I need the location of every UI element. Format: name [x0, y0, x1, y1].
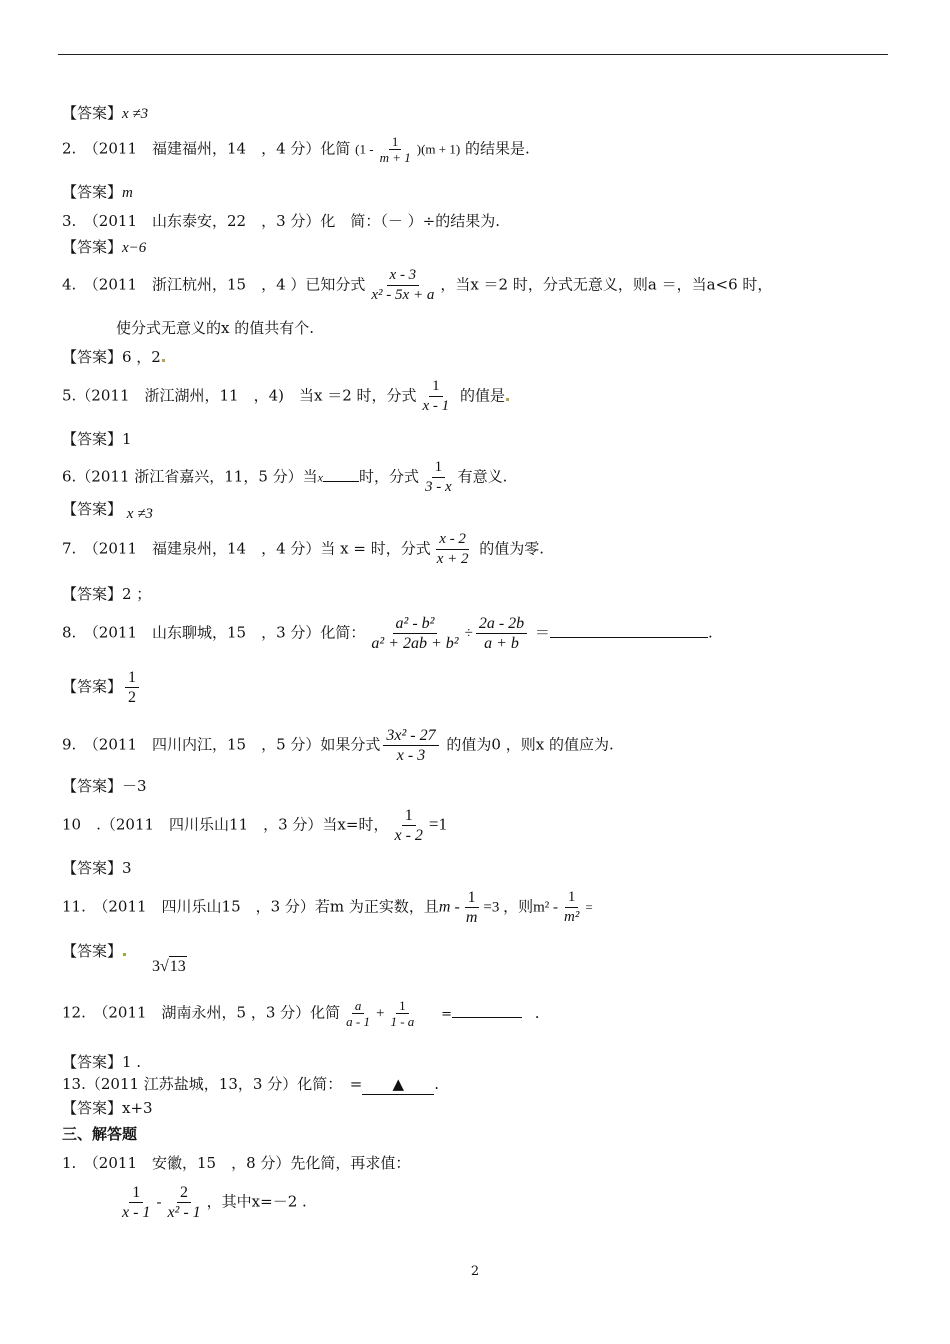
question-text: 有意义.: [457, 467, 508, 486]
answer-text: 【答案】2 ；: [62, 585, 152, 603]
answer-math: x ≠3: [122, 106, 149, 122]
math-text: =: [585, 899, 593, 915]
numerator: x - 3: [387, 266, 420, 286]
question-text: 5.（2011 浙江湖州，11 ，4) 当x ＝2 时，分式: [62, 386, 417, 405]
answer-text: 【答案】x+3: [62, 1099, 153, 1117]
triangle-icon: ▲: [392, 1075, 405, 1093]
plus-sign: +: [376, 1005, 385, 1022]
fraction: [391, 806, 425, 845]
mark-dot: [506, 398, 509, 401]
denominator: x - 1: [422, 398, 450, 414]
denominator: x² - 1: [167, 1204, 201, 1221]
question-text: ＝: [534, 623, 550, 642]
question-text: 12. （2011 湖南永州，5 ，3 分）化简: [62, 1003, 341, 1022]
fraction: [434, 530, 472, 569]
fraction: [561, 888, 582, 927]
answer-label: 【答案】: [62, 238, 123, 256]
denominator: a² + 2ab + b²: [371, 635, 459, 652]
numerator: 1: [465, 888, 479, 908]
fraction: [368, 266, 437, 305]
answer-11-value: [152, 956, 187, 977]
numerator: 1: [389, 134, 402, 150]
answer-text: 【答案】1: [62, 430, 132, 448]
fraction: [463, 888, 481, 927]
question-5: [62, 377, 509, 416]
fraction: [377, 134, 414, 165]
question-text: .: [707, 623, 713, 642]
question-4: [62, 266, 772, 305]
fraction: [368, 614, 461, 653]
question-text: 9. （2011 四川内江，15 ，5 分）如果分式: [62, 735, 381, 754]
answer-text: 【答案】1 .: [62, 1053, 142, 1071]
answer-blank: [550, 623, 708, 638]
denominator: m: [465, 909, 478, 926]
denominator: x - 2: [394, 827, 423, 844]
answer-text: 【答案】6 ，2: [62, 348, 161, 366]
question-text: 2. （2011 福建福州，14 ，4 分）化简: [62, 139, 351, 158]
answer-blank: [452, 1003, 522, 1018]
answer-10: [62, 858, 132, 878]
solve-question-1: [62, 1153, 410, 1173]
math-text: m -: [438, 898, 460, 916]
answer-blank: [323, 467, 359, 482]
question-text: .: [434, 1075, 440, 1093]
denominator: x² - 5x + a: [371, 287, 435, 303]
answer-blank: [362, 1074, 434, 1095]
answer-12: [62, 1052, 141, 1072]
question-text: 的值为零.: [479, 539, 545, 558]
answer-11: [62, 941, 126, 961]
section-title: [62, 1124, 137, 1144]
numerator: 1: [396, 998, 409, 1014]
numerator: 1: [402, 806, 416, 826]
header-rule: [58, 54, 888, 55]
numerator: 1: [429, 377, 443, 397]
mark-dot: [123, 953, 126, 956]
answer-label: 【答案】: [62, 104, 123, 122]
section-heading: 三、解答题: [62, 1125, 138, 1143]
question-text: 13.（2011 江苏盐城，13，3 分）化简： =: [62, 1075, 363, 1093]
answer-7: [62, 584, 151, 604]
answer-9: [62, 776, 147, 796]
math-text: =1: [428, 814, 447, 834]
answer-label: 【答案】: [62, 500, 123, 518]
numerator: 1: [125, 668, 139, 688]
question-8: [62, 614, 713, 653]
question-12: [62, 998, 540, 1029]
question-9: [62, 726, 614, 765]
question-6: [62, 458, 507, 497]
numerator: a: [352, 998, 365, 1014]
numerator: 1: [129, 1183, 143, 1203]
answer-3: [62, 237, 146, 258]
answer-label: 【答案】: [62, 183, 123, 201]
coefficient: 3: [152, 958, 160, 975]
question-13: [62, 1074, 439, 1095]
numerator: 3x² - 27: [383, 726, 438, 746]
answer-6: [62, 499, 153, 520]
question-text: .: [534, 1003, 540, 1022]
denominator: m²: [564, 909, 580, 925]
question-text: 的值是: [459, 386, 505, 405]
math-text: )(m + 1): [416, 141, 461, 157]
answer-13: [62, 1098, 153, 1118]
denominator: m + 1: [379, 150, 411, 165]
numerator: 1: [432, 458, 446, 478]
answer-text: 【答案】－3: [62, 777, 147, 795]
numerator: 2a - 2b: [476, 614, 527, 634]
fraction: [343, 998, 373, 1029]
numerator: a² - b²: [393, 614, 438, 634]
question-text: 的结果是.: [464, 139, 530, 158]
denominator: x - 3: [396, 747, 426, 764]
question-10: [62, 806, 447, 845]
page-number: 2: [470, 1264, 480, 1279]
fraction: [387, 998, 417, 1029]
fraction: [164, 1183, 203, 1222]
answer-label: 【答案】: [62, 942, 123, 960]
fraction: [420, 377, 453, 416]
question-text: 10 .（2011 四川乐山11 ，3 分）当x=时，: [62, 815, 389, 834]
fraction: [422, 458, 455, 497]
denominator: 2: [128, 689, 137, 706]
answer-math: m: [122, 185, 133, 201]
answer-2: [62, 182, 133, 203]
fraction: [476, 614, 527, 653]
divide-sign: ÷: [464, 625, 473, 642]
answer-math: x ≠3: [126, 506, 153, 522]
question-text: 时，分式: [358, 467, 419, 486]
question-text: 7. （2011 福建泉州，14 ，4 分）当 x = 时，分式: [62, 539, 431, 558]
denominator: 1 - a: [390, 1014, 415, 1029]
question-2: [62, 134, 530, 165]
denominator: x + 2: [436, 551, 469, 567]
fraction: [383, 726, 438, 765]
numerator: 2: [177, 1183, 191, 1203]
question-text: ，当x ＝2 时，分式无意义，则a ＝，当a<6 时，: [440, 275, 773, 294]
denominator: 3 - x: [425, 479, 452, 495]
equals-sign: =: [441, 1006, 452, 1022]
mark-dot: [162, 359, 165, 362]
numerator: 1: [565, 888, 579, 908]
question-text: 的值为0 ，则x 的值应为.: [446, 735, 614, 754]
question-3: [62, 211, 500, 231]
question-11: [62, 888, 593, 927]
answer-5: [62, 429, 132, 449]
denominator: x - 1: [122, 1204, 151, 1221]
denominator: a - 1: [346, 1014, 370, 1029]
question-4-line-2: [116, 318, 314, 338]
numerator: x - 2: [436, 530, 469, 550]
answer-text: 【答案】3: [62, 859, 132, 877]
answer-8: [62, 668, 142, 707]
question-text: ，其中x=－2 .: [206, 1192, 307, 1211]
answer-math: x−6: [122, 240, 147, 256]
question-text: 使分式无意义的x 的值共有个.: [116, 319, 314, 337]
question-text: 8. （2011 山东聊城，15 ，3 分）化简：: [62, 623, 366, 642]
root-sign: √: [160, 958, 169, 975]
question-7: [62, 530, 544, 569]
math-text: =3 ，则m² -: [483, 899, 558, 916]
radicand: 13: [169, 958, 186, 975]
answer-label: 【答案】: [62, 677, 123, 696]
question-text: 6.（2011 浙江省嘉兴，11，5 分）当: [62, 467, 318, 486]
math-var: x: [317, 470, 323, 485]
minus-sign: -: [156, 1194, 162, 1211]
denominator: a + b: [484, 635, 519, 652]
question-text: 1. （2011 安徽，15 ，8 分）先化简，再求值：: [62, 1154, 411, 1172]
fraction: [119, 1183, 153, 1222]
answer-4: [62, 347, 165, 367]
fraction: [125, 668, 139, 707]
solve-question-1-expr: [116, 1183, 307, 1222]
question-text: 11. （2011 四川乐山15 ，3 分）若m 为正实数，且: [62, 897, 439, 916]
math-text: (1 -: [355, 141, 374, 157]
answer-1: [62, 103, 148, 124]
question-text: 4. （2011 浙江杭州，15 ，4 ）已知分式: [62, 275, 366, 294]
question-text: 3. （2011 山东泰安，22 ，3 分）化 简：（－ ）÷的结果为.: [62, 212, 500, 230]
